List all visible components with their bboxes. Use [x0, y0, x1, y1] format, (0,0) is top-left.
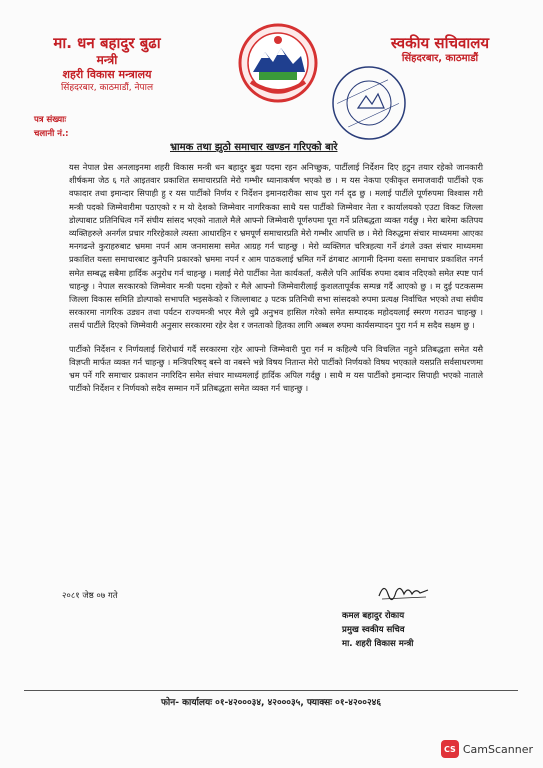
office-address: सिंहदरबार, काठमाडौं [401, 53, 479, 64]
signer-office: मा. शहरी विकास मन्त्री [342, 639, 414, 649]
signer-block [342, 609, 492, 651]
footer-contact: फोन- कार्यालयः ०१-४२०००३४, ४२०००३५, फ्याक्सः ०१-४२००२४६ [160, 698, 382, 708]
letter-body [69, 161, 483, 405]
ministry-name: शहरी विकास मन्त्रालय [62, 68, 152, 81]
office-name: स्वकीय सचिवालय [390, 34, 490, 52]
footer-divider [24, 690, 518, 691]
signer-role: प्रमुख स्वकीय सचिव [342, 625, 405, 635]
body-paragraph-2: पार्टीको निर्देशन र निर्णयलाई शिरोधार्य गर्दै सरकारमा रहेर आफ्नो जिम्मेवारी पुरा गर्न म कहिल्यै पनि विचलित नहुने प्रतिबद्धता समेत यसै विज्ञप्ती मार्फत व्यक्त गर्न चाहन्छु । मन्त्रिपरिषद् बस्ने वा नबस्ने भन्ने विषय नितान्त मेरो पार्टीको निर्णयको विषय भएकाले यसप्रति सर्वसाधरणमा भ्रम पर्ने गरि समाचार प्रकाशन नगरिदिन समेत संचार माध्यमलाई हार्दिक अपिल गर्दछु । साथै म यस पार्टीको इमान्दार सिपाही भएको नाताले पार्टीको निर्देशन र निर्णयको सदैव सम्मान गर्ने प्रतिबद्धता समेत व्यक्त गर्न चाहन्छु । [69, 343, 483, 394]
header-left [32, 34, 182, 94]
camscanner-label: CamScanner [462, 742, 533, 756]
office-stamp-icon [326, 60, 412, 146]
camscanner-logo-icon: CS [441, 740, 459, 758]
ministry-address: सिंहदरबार, काठमाडौं, नेपाल [60, 83, 154, 93]
camscanner-watermark [441, 740, 533, 758]
minister-name: मा. धन बहादुर बुढा [53, 34, 161, 52]
reference-number-label: पत्र संख्याः [34, 115, 67, 125]
dispatch-number-label: चलानी नं.: [34, 129, 69, 139]
handwritten-signature-icon [376, 578, 432, 604]
nepal-emblem-icon [237, 22, 319, 104]
letter-date: २०८१ जेष्ठ ०७ गते [62, 591, 118, 601]
minister-title: मन्त्री [96, 53, 118, 67]
signer-name: कमल बहादुर रोकाय [342, 611, 405, 621]
body-paragraph-1: यस नेपाल प्रेस अनलाइनमा शहरी विकास मन्त्री धन बहादुर बुढा पदमा रहन अनिच्छुक, पार्टीलाई निर्देशन दिए हटुन तयार रहेको जानकारी शीर्षकमा जेठ ६ गते आइतवार प्रकाशित समाचारप्रति मेरो गम्भीर ध्यानाकर्षण भएको छ । म यस नेकपा एकीकृत समाजवादी पार्टीको एक वफादार तथा इमान्दार सिपाही हु र यस पार्टीको निर्णय र निर्देशन इमानदारीका साथ पुरा गर्न दृढ छु । मलाई पार्टीले पूर्णरुपमा विश्वास गरी मन्त्री पदको जिम्मेवारीमा पठाएको र म यो देशको जिम्मेवार नागरिकका साथै यस पार्टीको जिम्मेवार नेता र कार्यालयको एउटा विकट जिल्ला डोल्पाबाट प्रतिनिधित्व गर्ने संघीय सांसद भएको नाताले मैले आफ्नो जिम्मेवारी पूर्णरुपमा पूरा गर्ने प्रतिबद्धता व्यक्त गर्दछु । मेरा बारेमा कतिपय व्यक्तिहरुले अनर्गल प्रचार गरिरहेकाले त्यस्ता आधारहिन र भ्रमपूर्ण समाचारप्रति मेरो गम्भीर आपत्ति छ । मेरो विरुद्धमा संचार माध्यममा आएका मनगढन्ते कुराहरुबाट भ्रममा नपर्न आम जनमासमा समेत आग्रह गर्न चाहन्छु । मेरो व्यक्तिगत चरित्रहत्या गर्ने ढंगले उक्त संचार माध्यममा प्रकाशित यस्ता समाचारबाट कुनैपनि प्रकारको भ्रममा नपर्न र आम पाठकलाई भ्रमित गर्ने ढंगबाट आगामी दिनमा यस्ता समाचार प्रकाशित नगर्न समेत सम्बद्ध सबैमा हार्दिक अनुरोध गर्न चाहन्छु । मलाई मेरो पार्टीका नेता कार्यकर्ता, कसैले पनि आर्थिक रुपमा दबाव नदिएको समेत स्पष्ट पार्न चाहन्छु । नेपाल सरकारको जिम्मेवार मन्त्री पदमा रहेको र मैले आफ्नो जिम्मेवारीलाई कुशलतापूर्वक सम्पन्न गर्दै आएको छु । म दुई पटकसम्म जिल्ला विकास समिति डोल्पाको सभापति भइसकेको र जिल्लाबाट ३ पटक प्रतिनिधी सभा सांसदको रुपमा प्रत्यक्ष निर्वाचित भएको तथा संघीय सरकारमा नागरिक उड्यन तथा पर्यटन राज्यमन्त्री भएर मैले थुप्रै अनुभव हासिल गरेको समेत सम्पादक महोदयलाई स्मरण गराउन चाहन्छु । तसर्थ पार्टीले दिएको जिम्मेवारी अनुसार सरकारमा रहेर देश र जनताको हितका लागि अब्बल रुपमा कार्यसम्पादन पुरा गर्न म सदैव सक्षम छु । [69, 162, 483, 331]
letter-subject: भ्रामक तथा झुठो समाचार खण्डन गरिएको बारे [170, 142, 338, 153]
